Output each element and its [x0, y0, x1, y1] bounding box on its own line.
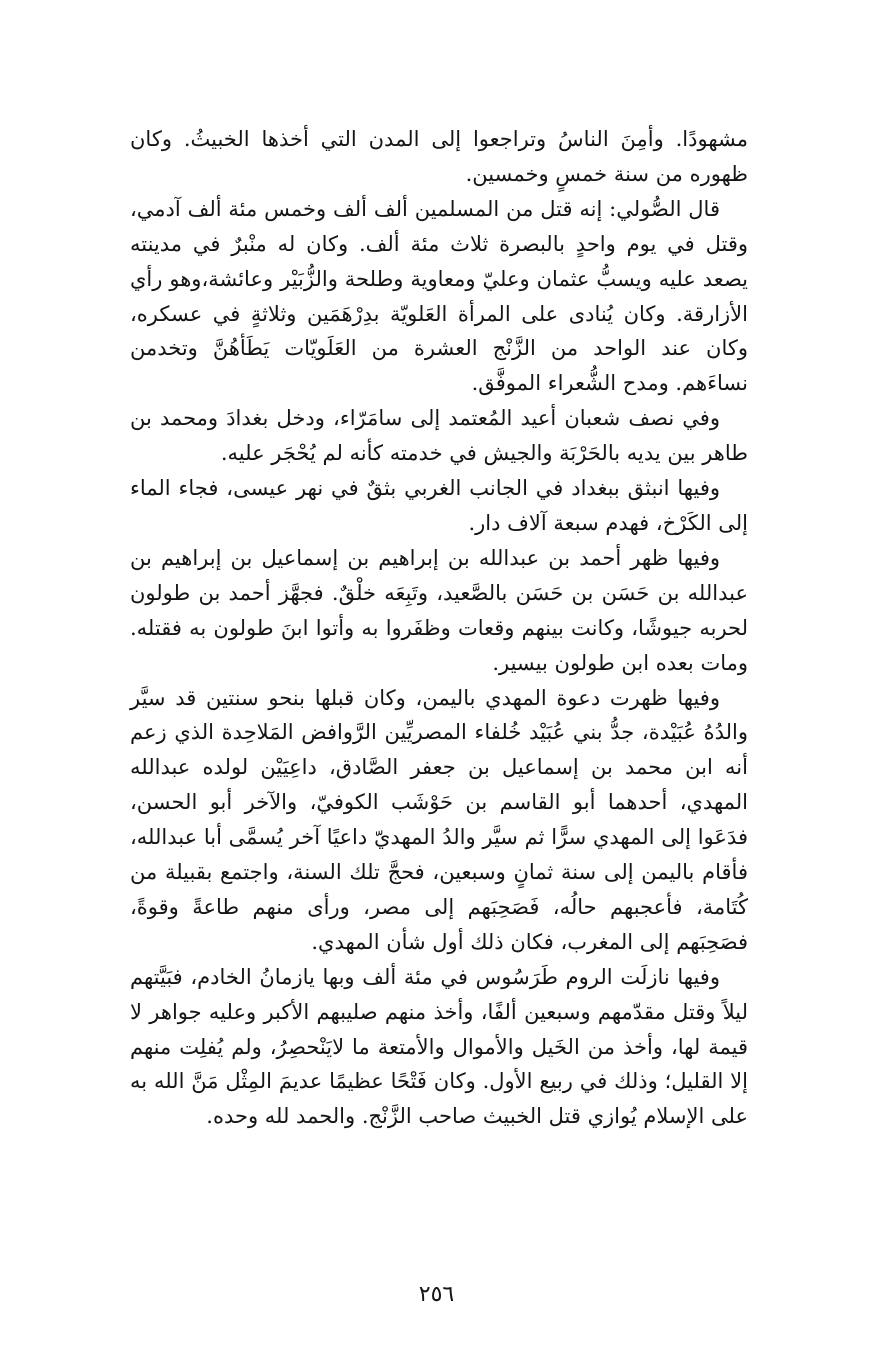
paragraph: وفيها ظهر أحمد بن عبدالله بن إبراهيم بن إسماعيل بن إبراهيم بن عبدالله بن حَسَن بن حَسَن بالصَّعيد، وتَبِعَه خلْقٌ. فجهَّز أحمد بن طولون لحربه جيوشًا، وكانت بينهم وقعات وظفَروا به وأتوا ابنَ طولون به فقتله. ومات بعده ابن طولون بيسير.: [130, 545, 748, 675]
paragraph: مشهودًا. وأمِنَ الناسُ وتراجعوا إلى المدن التي أخذها الخبيثُ. وكان ظهوره من سنة خمسٍ وخمسين.: [130, 127, 748, 186]
page-body: [130, 122, 748, 1134]
paragraph: وفيها انبثق ببغداد في الجانب الغربي بثقٌ في نهر عيسى، فجاء الماء إلى الكَرْخ، فهدم سبعة آلاف دار.: [130, 476, 748, 535]
paragraph: وفي نصف شعبان أعيد المُعتمد إلى سامَرّاء، ودخل بغدادَ ومحمد بن طاهر بين يديه بالحَرْبَة والجيش في خدمته كأنه لم يُحْجَر عليه.: [130, 406, 748, 466]
paragraph: قال الصُّولي: إنه قتل من المسلمين ألف ألف وخمس مئة ألف آدمي، وقتل في يوم واحدٍ بالبصرة ثلاث مئة ألف. وكان له منْبرٌ في مدينته يصعد عليه ويسبُّ عثمان وعليّ ومعاوية وطلحة والزُّبَيْر وعائشة،وهو رأي الأزارقة. وكان يُنادى على المرأة العَلويّة بدِرْهَمَين وثلاثةٍ في عسكره، وكان عند الواحد من الزَّنْج العشرة من العَلَويّات يَطَأهُنَّ وتخدمن نساءَهم. ومدح الشُّعراء الموفَّق.: [130, 196, 748, 396]
paragraph: وفيها نازلَت الروم طَرَسُوس في مئة ألف وبها يازمانُ الخادم، فبَيَّتهم ليلاً وقتل مقدّمهم وسبعين ألفًا، وأخذ منهم صليبهم الأكبر وعليه جواهر لا قيمة لها، وأخذ من الخَيل والأموال والأمتعة ما لايَنْحصِرُ، ولم يُفلِت منهم إلا القليل؛ وذلك في ربيع الأول. وكان فَتْحًا عظيمًا عديمَ المِثْل مَنَّ الله به على الإسلام يُوازي قتل الخبيث صاحب الزَّنْج. والحمد لله وحده.: [130, 964, 748, 1129]
page-number: ٢٥٦: [418, 1282, 455, 1307]
paragraph: وفيها ظهرت دعوة المهدي باليمن، وكان قبلها بنحو سنتين قد سيَّر والدُهُ عُبَيْدة، جدُّ بني عُبَيْد خُلفاء المصريِّين الرَّوافض المَلاحِدة الذي زعم أنه ابن محمد بن إسماعيل بن جعفر الصَّادق، داعِيَيْن لولده عبدالله المهدي، أحدهما أبو القاسم بن حَوْشَب الكوفيّ، والآخر أبو الحسن، فدَعَوا إلى المهدي سرًّا ثم سيَّر والدُ المهديّ داعيًا آخر يُسمَّى أبا عبدالله، فأقام باليمن إلى سنة ثمانٍ وسبعين، فحجَّ تلك السنة، واجتمع بقبيلة من كُتَامة، فأعجبهم حالُه، فَصَحِبَهم إلى مصر، ورأى منهم طاعةً وقوةً، فصَحِبَهم إلى المغرب، فكان ذلك أول شأن المهدي.: [130, 685, 748, 954]
